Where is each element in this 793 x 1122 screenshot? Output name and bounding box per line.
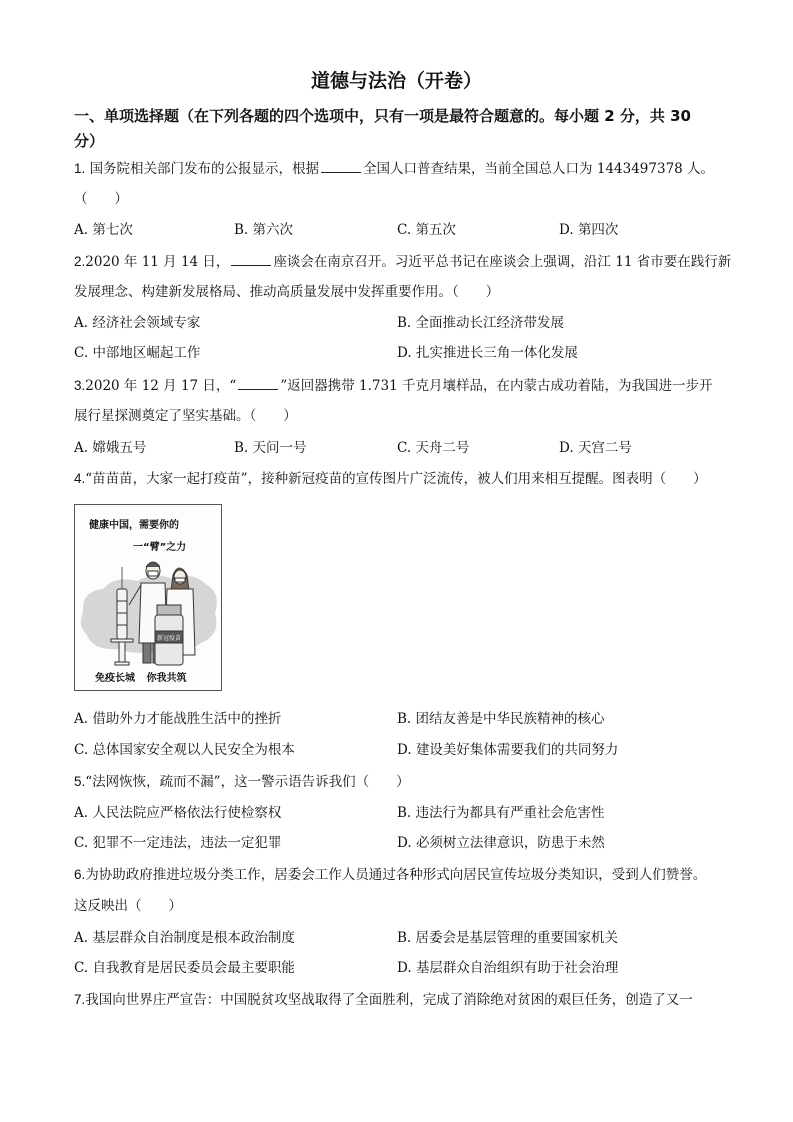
question-number: 4.: [74, 471, 86, 486]
answer-blank: [231, 253, 271, 266]
question-1-stem: 1. 国务院相关部门发布的公报显示，根据 全国人口普查结果，当前全国总人口为 1443497378 人。: [74, 161, 715, 177]
question-4-option-b[interactable]: B. 团结友善是中华民族精神的核心: [397, 711, 605, 727]
section-heading-line1: 一、单项选择题（在下列各题的四个选项中，只有一项是最符合题意的。每小题 2 分，共 30: [74, 107, 691, 125]
question-3-option-d[interactable]: D. 天宫二号: [559, 440, 632, 456]
question-2-option-c[interactable]: C. 中部地区崛起工作: [74, 345, 201, 361]
question-2-stem-cont: 发展理念、构建新发展格局、推动高质量发展中发挥重要作用。（ ）: [74, 284, 500, 300]
question-4-option-d[interactable]: D. 建设美好集体需要我们的共同努力: [397, 742, 619, 758]
question-5-option-d[interactable]: D. 必须树立法律意识，防患于未然: [397, 835, 605, 851]
question-5-stem: 5.“法网恢恢，疏而不漏”，这一警示语告诉我们（ ）: [74, 774, 410, 790]
vial-label: 新冠疫苗: [156, 635, 182, 642]
question-6-stem-cont: 这反映出（ ）: [74, 898, 182, 914]
vaccine-poster-image: [74, 504, 222, 691]
section-heading-line2: 分）: [74, 132, 105, 150]
question-1-option-d[interactable]: D. 第四次: [559, 222, 619, 238]
question-6-option-a[interactable]: A. 基层群众自治制度是根本政治制度: [74, 930, 295, 946]
question-1-option-b[interactable]: B. 第六次: [234, 222, 294, 238]
question-2-option-b[interactable]: B. 全面推动长江经济带发展: [397, 315, 565, 331]
question-number: 3.: [74, 378, 86, 393]
question-3-option-c[interactable]: C. 天舟二号: [397, 440, 470, 456]
question-5-option-b[interactable]: B. 违法行为都具有严重社会危害性: [397, 805, 605, 821]
question-6-option-b[interactable]: B. 居委会是基层管理的重要国家机关: [397, 930, 619, 946]
question-6-stem: 6.为协助政府推进垃圾分类工作，居委会工作人员通过各种形式向居民宣传垃圾分类知识，受到人们赞誉。: [74, 867, 707, 883]
question-4-option-a[interactable]: A. 借助外力才能战胜生活中的挫折: [74, 711, 282, 727]
question-2-stem: 2.2020 年 11 月 14 日， 座谈会在南京召开。习近平总书记在座谈会上强调，沿江 11 省市要在践行新: [74, 254, 732, 270]
poster-slogan-line1: 健康中国，需要你的: [89, 520, 179, 531]
answer-blank: [321, 160, 361, 173]
question-6-option-d[interactable]: D. 基层群众自治组织有助于社会治理: [397, 960, 619, 976]
question-2-option-a[interactable]: A. 经济社会领域专家: [74, 315, 201, 331]
poster-footer: 免疫长城 你我共筑: [95, 673, 187, 684]
question-7-stem: 7.我国向世界庄严宣告：中国脱贫攻坚战取得了全面胜利，完成了消除绝对贫困的艰巨任务，创造了又一: [74, 992, 693, 1008]
question-5-option-a[interactable]: A. 人民法院应严格依法行使检察权: [74, 805, 282, 821]
poster-illustration: [75, 505, 222, 691]
section-heading: [74, 104, 724, 154]
question-4-stem: 4.“苗苗苗，大家一起打疫苗”，接种新冠疫苗的宣传图片广泛流传，被人们用来相互提醒。图表明（ ）: [74, 471, 707, 487]
page-title: 道德与法治（开卷）: [310, 70, 482, 92]
question-2-option-d[interactable]: D. 扎实推进长三角一体化发展: [397, 345, 578, 361]
question-number: 1.: [74, 161, 86, 176]
question-3-stem: 3.2020 年 12 月 17 日，“ ”返回器携带 1.731 千克月壤样品，在内蒙古成功着陆，为我国进一步开: [74, 378, 713, 394]
question-number: 2.: [74, 254, 86, 269]
question-1-paren: （ ）: [74, 191, 128, 207]
question-4-option-c[interactable]: C. 总体国家安全观以人民安全为根本: [74, 742, 295, 758]
question-number: 7.: [74, 992, 86, 1007]
question-3-option-a[interactable]: A. 嫦娥五号: [74, 440, 147, 456]
question-3-option-b[interactable]: B. 天问一号: [234, 440, 307, 456]
question-number: 5.: [74, 774, 86, 789]
question-number: 6.: [74, 867, 86, 882]
question-1-option-c[interactable]: C. 第五次: [397, 222, 456, 238]
poster-slogan-line2: 一“臂”之力: [133, 542, 187, 553]
question-3-stem-cont: 展行星探测奠定了坚实基础。（ ）: [74, 408, 297, 424]
question-6-option-c[interactable]: C. 自我教育是居民委员会最主要职能: [74, 960, 295, 976]
question-5-option-c[interactable]: C. 犯罪不一定违法，违法一定犯罪: [74, 835, 282, 851]
answer-blank: [238, 377, 278, 390]
question-1-option-a[interactable]: A. 第七次: [74, 222, 133, 238]
